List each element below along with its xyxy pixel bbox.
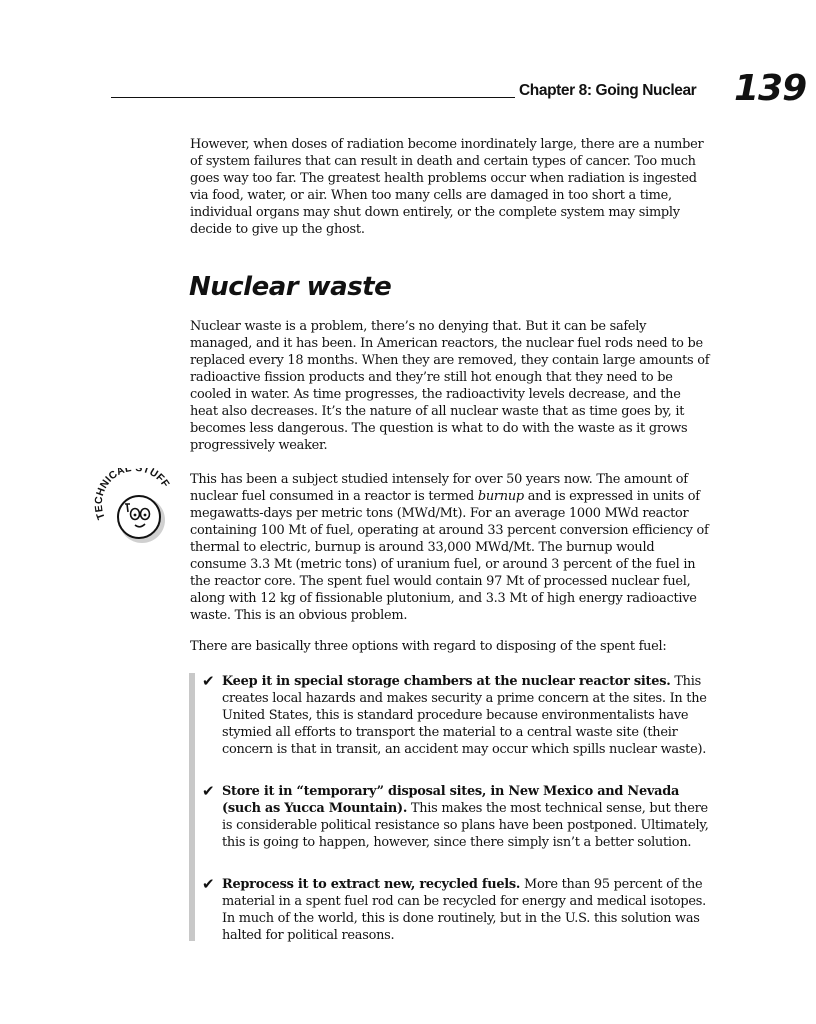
- body-paragraph-2: This has been a subject studied intensely for over 50 years now. The amount of nuclear fuel consumed in a reactor is termed burnup and is expressed in units of megawatts-days per metric tons (MWd/Mt). For an average 1000 MWd reactor containing 100 Mt of fuel, operating at around 33 percent conversion efficiency of thermal to electric, burnup is around 33,000 MWd/Mt. The burnup would consume 3.3 Mt (metric tons) of uranium fuel, or around 3 percent of the fuel in the reactor core. The spent fuel would contain 97 Mt of processed nuclear fuel, along with 12 kg of fissionable plutonium, and 3.3 Mt of high energy radioactive waste. This is an obvious problem.: [190, 472, 709, 623]
- header-rule: [111, 97, 515, 98]
- intro-paragraph: However, when doses of radiation become inordinately large, there are a number of system failures that can result in death and certain types of cancer. Too much goes way too far. The greatest health problems occur when radiation is ingested via food, water, or air. When too many cells are damaged in too short a time, individual organs may shut down entirely, or the complete system may simply decide to give up the ghost.: [190, 137, 704, 237]
- check-icon: ✔: [202, 782, 215, 800]
- page-number: 139: [734, 68, 807, 109]
- running-header: [111, 68, 807, 114]
- body-paragraph-1: Nuclear waste is a problem, there’s no denying that. But it can be safely managed, and it has been. In American reactors, the nuclear fuel rods need to be replaced every 18 months. When they are removed, they contain large amounts of radioactive fission products and they’re still hot enough that they need to be cooled in water. As time progresses, the radioactivity levels decrease, and the heat also decreases. It’s the nature of all nuclear waste that as time goes by, it becomes less dangerous. The question is what to do with the waste as it grows progressively weaker.: [190, 319, 710, 453]
- section-heading: Nuclear waste: [189, 272, 392, 302]
- technical-stuff-icon: [94, 468, 176, 550]
- check-icon: ✔: [202, 875, 215, 893]
- check-icon: ✔: [202, 672, 215, 690]
- chapter-title: Chapter 8: Going Nuclear: [519, 82, 697, 99]
- tech-badge-label: TE HNICAL STUFF: [94, 468, 172, 522]
- body-paragraph-3: There are basically three options with regard to disposing of the spent fuel:: [190, 639, 667, 654]
- burnup-term: burnup: [477, 489, 524, 504]
- list-side-bar: [189, 673, 195, 941]
